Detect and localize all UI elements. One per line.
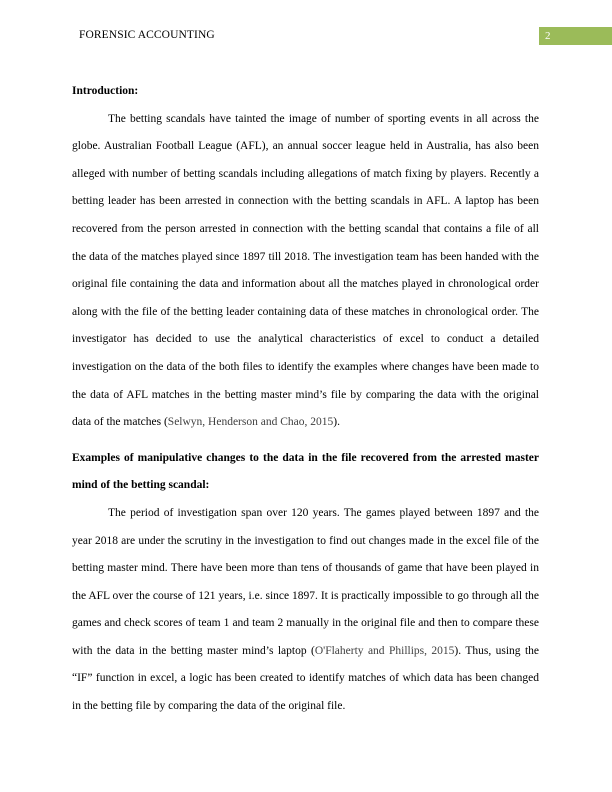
paragraph-examples xyxy=(72,500,539,721)
section-heading-introduction: Introduction: xyxy=(72,85,139,97)
section-heading-examples: Examples of manipulative changes to the data in the file recovered from the arrested master mind of the betting scandal: xyxy=(72,451,539,492)
paragraph-text: The period of investigation span over 120 years. The games played between 1897 and the year 2018 are under the scrutiny in the investigation to find out changes made in the excel file of the betting master mind. There have been more than tens of thousands of game that have been played in the AFL over the course of 121 years, i.e. since 1897. It is practically impossible to go through all the games and check scores of team 1 and team 2 manually in the original file and then to compare these with the data in the betting master mind’s laptop ( xyxy=(72,506,539,657)
paragraph-text-end: ). Thus, using the “IF” function in excel, a logic has been created to identify matches of which data has been changed in the betting file by comparing the data of the original file. xyxy=(72,644,540,713)
running-header-title: FORENSIC ACCOUNTING xyxy=(79,29,215,41)
citation: O'Flaherty and Phillips, 2015 xyxy=(314,644,455,657)
paragraph-text-end: ). xyxy=(333,416,340,429)
paragraph-introduction xyxy=(72,106,539,437)
citation: Selwyn, Henderson and Chao, 2015 xyxy=(167,416,334,429)
paragraph-text: The betting scandals have tainted the image of number of sporting events in all across the globe. Australian Football League (AFL), an annual soccer league held in Australia, has also been alleged with number of betting scandals including allegations of match fixing by players. Recently a betting leader has been arrested in connection with the betting scandals in AFL. A laptop has been recovered from the person arrested in connection with the betting scandal that contains a file of all the data of the matches played since 1897 till 2018. The investigation team has been handed with the original file containing the data and information about all the matches played in chronological order along with the file of the betting leader containing data of these matches in chronological order. The investigator has decided to use the analytical characteristics of excel to conduct a detailed investigation on the data of the both files to identify the examples where changes have been made to the data of AFL matches in the betting master mind’s file by comparing the data with the original data of the matches ( xyxy=(72,112,539,429)
page-number-badge: 2 xyxy=(539,27,612,45)
document-body xyxy=(72,78,539,721)
